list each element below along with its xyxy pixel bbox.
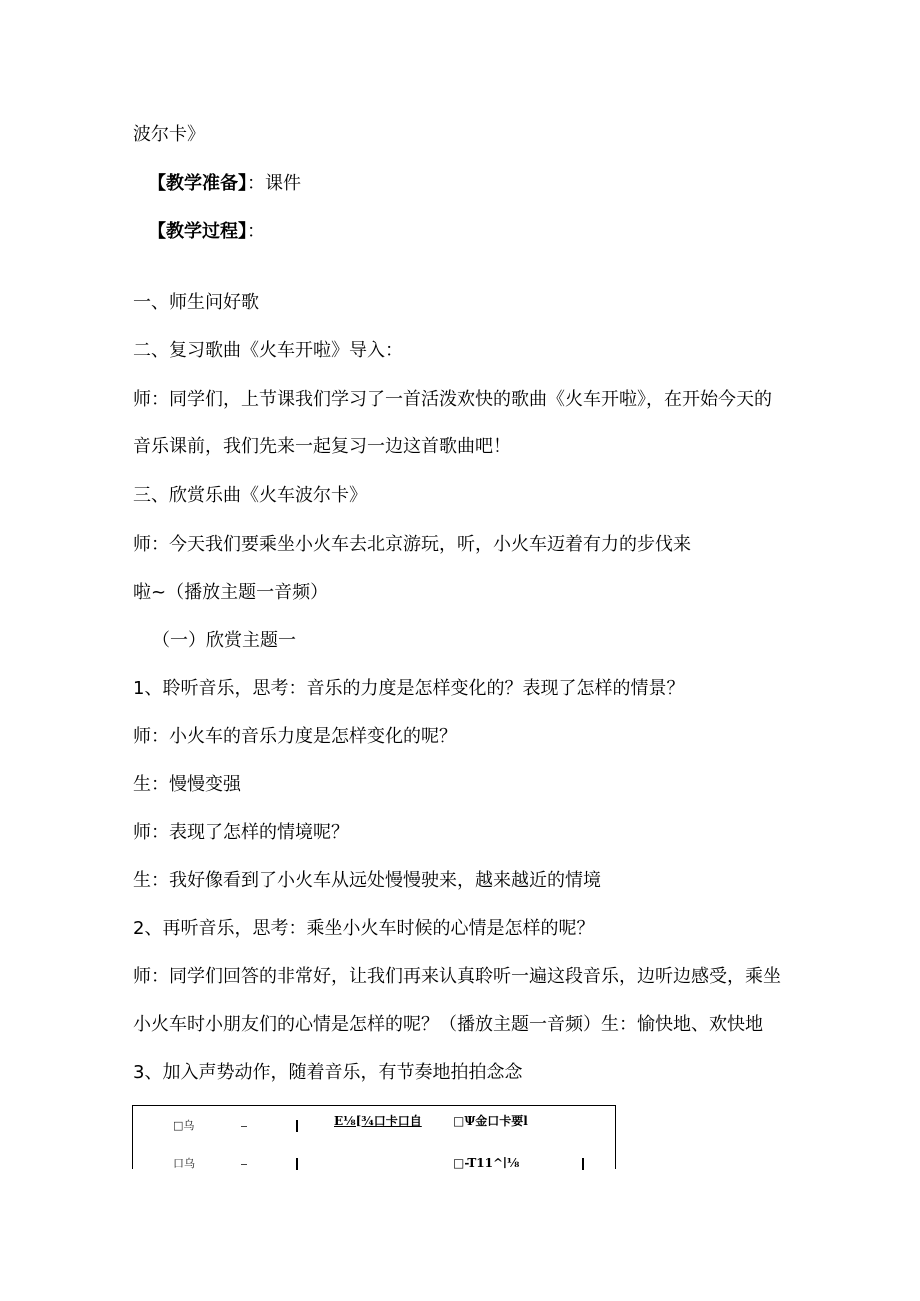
text-line: 一、师生问好歌 <box>133 292 259 313</box>
heading-label: 【教学准备】 <box>148 173 247 194</box>
score-barline <box>582 1158 584 1170</box>
text-line: 生：慢慢变强 <box>133 774 241 795</box>
text-line: 师：今天我们要乘坐小火车去北京游玩，听，小火车迈着有力的步伐来 <box>133 534 691 555</box>
score-notation: □Ψ金口卡要l <box>453 1114 528 1128</box>
text-line: （一）欣赏主题一 <box>152 630 296 651</box>
text-line: 师：同学们回答的非常好，让我们再来认真聆听一遍这段音乐，边听边感受，乘坐 <box>133 966 781 987</box>
score-barline <box>296 1158 298 1170</box>
text-line: 波尔卡》 <box>133 124 205 145</box>
text-line: 小火车时小朋友们的心情是怎样的呢？（播放主题一音频）生：愉快地、欢快地 <box>133 1014 763 1035</box>
score-dash <box>241 1126 247 1127</box>
text-line: 2、再听音乐，思考：乘坐小火车时候的心情是怎样的呢？ <box>133 918 595 939</box>
text-line: 3、加入声势动作，随着音乐，有节奏地拍拍念念 <box>133 1062 523 1083</box>
text-line: 音乐课前，我们先来一起复习一边这首歌曲吧！ <box>133 436 511 457</box>
text-line: 三、欣赏乐曲《火车波尔卡》 <box>133 485 367 506</box>
score-notation: □-T11^∣⅛ <box>453 1156 520 1170</box>
heading-value: ：课件 <box>247 173 301 194</box>
text-line: 生：我好像看到了小火车从远处慢慢驶来，越来越近的情境 <box>133 870 601 891</box>
heading-label: 【教学过程】 <box>148 221 247 242</box>
score-barline <box>296 1120 298 1132</box>
heading-value: ： <box>247 221 265 242</box>
score-syllable: □乌 <box>173 1119 195 1132</box>
rhythm-score-fragment <box>132 1105 616 1169</box>
text-line: 师：同学们，上节课我们学习了一首活泼欢快的歌曲《火车开啦》，在开始今天的 <box>133 389 772 410</box>
text-line: 啦~（播放主题一音频） <box>133 582 329 603</box>
section-heading-process <box>148 221 265 243</box>
text-line: 1、聆听音乐，思考：音乐的力度是怎样变化的？表现了怎样的情景？ <box>133 678 685 699</box>
section-heading-preparation <box>148 173 301 195</box>
score-dash <box>241 1164 247 1165</box>
score-syllable: 口乌 <box>173 1157 195 1170</box>
score-notation: E⅛[¾口卡口自 <box>334 1114 422 1128</box>
text-line: 师：小火车的音乐力度是怎样变化的呢？ <box>133 726 457 747</box>
text-line: 师：表现了怎样的情境呢？ <box>133 822 349 843</box>
text-line: 二、复习歌曲《火车开啦》导入： <box>133 340 403 361</box>
